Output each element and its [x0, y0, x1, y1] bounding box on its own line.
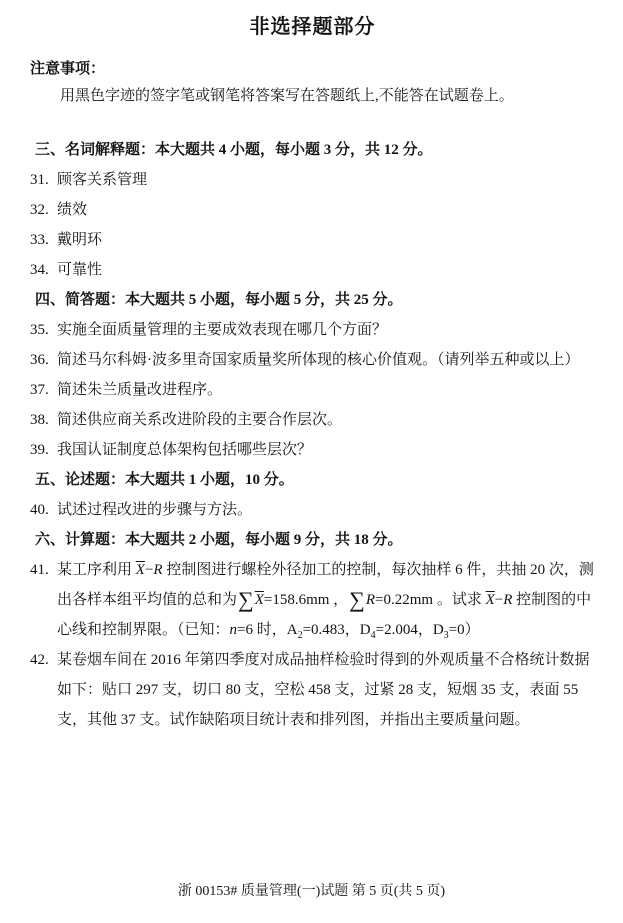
question-number: 31. [30, 172, 49, 188]
math-symbol: R [503, 592, 513, 608]
question-text: =0） [448, 622, 480, 638]
question-text: 我国认证制度总体架构包括哪些层次？ [57, 442, 313, 458]
section-heading: 六、计算题：本大题共 2 小题，每小题 9 分，共 18 分。 [35, 532, 403, 548]
page-footer: 浙 00153# 质量管理(一)试题 第 5 页(共 5 页) [177, 884, 446, 899]
math-subscript: 3 [443, 630, 449, 641]
math-symbol: R [153, 562, 163, 578]
sigma-sum-symbol: ∑ [238, 587, 254, 612]
math-overline-symbol: $\overline{X}$ [135, 562, 145, 578]
question-text: 简述马尔科姆·波多里奇国家质量奖所体现的核心价值观。（请列举五种或以上） [57, 352, 580, 368]
question-41 [30, 555, 595, 645]
section-heading: 三、名词解释题：本大题共 4 小题，每小题 3 分，共 12 分。 [35, 142, 433, 158]
question-number: 34. [30, 262, 49, 278]
question-37 [30, 375, 595, 405]
question-text: 控制图进行螺栓外径加工的控制，每次抽样 6 件，共抽 20 次，测出各样本组平均值的总和为 [57, 562, 594, 608]
math-symbol: R [365, 592, 376, 608]
question-number: 41. [30, 562, 49, 578]
question-32 [30, 195, 595, 225]
page-title: 非选择题部分 [249, 16, 376, 38]
math-overline-symbol: $\overline{X}$ [485, 592, 495, 608]
question-number: 38. [30, 412, 49, 428]
question-31 [30, 165, 595, 195]
question-text: 试述过程改进的步骤与方法。 [57, 502, 253, 518]
notice-label: 注意事项： [30, 61, 106, 77]
question-text: − [494, 592, 504, 608]
question-40 [30, 495, 595, 525]
question-39 [30, 435, 595, 465]
question-text: =0.483，D [302, 622, 371, 638]
question-text: =158.6mm ， [263, 592, 349, 608]
question-33 [30, 225, 595, 255]
math-subscript: 4 [370, 630, 376, 641]
question-text: =0.22mm 。试求 [375, 592, 486, 608]
question-number: 42. [30, 652, 49, 668]
question-text: 绩效 [57, 202, 88, 218]
question-text: 某卷烟车间在 2016 年第四季度对成品抽样检验时得到的外观质量不合格统计数据如下：贴口 297 支，切口 80 支，空松 458 支，过紧 28 支，短烟 35 支，表面 55 支，其他 37 支。试作缺陷项目统计表和排列图，并指出主要质量问题。 [57, 652, 590, 728]
question-text: 简述朱兰质量改进程序。 [57, 382, 223, 398]
question-38 [30, 405, 595, 435]
question-text: 顾客关系管理 [57, 172, 148, 188]
question-sections [30, 135, 595, 735]
math-symbol: n [229, 622, 238, 638]
math-overline-symbol: $\overline{X}$ [254, 592, 264, 608]
question-42 [30, 645, 595, 735]
question-number: 32. [30, 202, 49, 218]
question-number: 35. [30, 322, 49, 338]
question-34 [30, 255, 595, 285]
math-subscript: 2 [297, 630, 303, 641]
question-text: =6 时，A [237, 622, 298, 638]
question-text: 戴明环 [57, 232, 103, 248]
question-number: 40. [30, 502, 49, 518]
question-text: 简述供应商关系改进阶段的主要合作层次。 [57, 412, 343, 428]
section-heading: 五、论述题：本大题共 1 小题，10 分。 [35, 472, 294, 488]
question-36 [30, 345, 595, 375]
question-number: 39. [30, 442, 49, 458]
question-text: 实施全面质量管理的主要成效表现在哪几个方面？ [57, 322, 388, 338]
notice-text: 用黑色字迹的签字笔或钢笔将答案写在答题纸上,不能答在试题卷上。 [60, 88, 514, 104]
question-text: =2.004，D [375, 622, 444, 638]
question-35 [30, 315, 595, 345]
question-text: 可靠性 [57, 262, 103, 278]
question-number: 37. [30, 382, 49, 398]
question-text: 控制图的中心线和控制界限。（已知： [57, 592, 592, 638]
sigma-sum-symbol: ∑ [349, 587, 365, 612]
section-heading: 四、简答题：本大题共 5 小题，每小题 5 分，共 25 分。 [35, 292, 403, 308]
question-text: − [144, 562, 154, 578]
question-number: 33. [30, 232, 49, 248]
question-number: 36. [30, 352, 49, 368]
question-text: 某工序利用 [57, 562, 136, 578]
